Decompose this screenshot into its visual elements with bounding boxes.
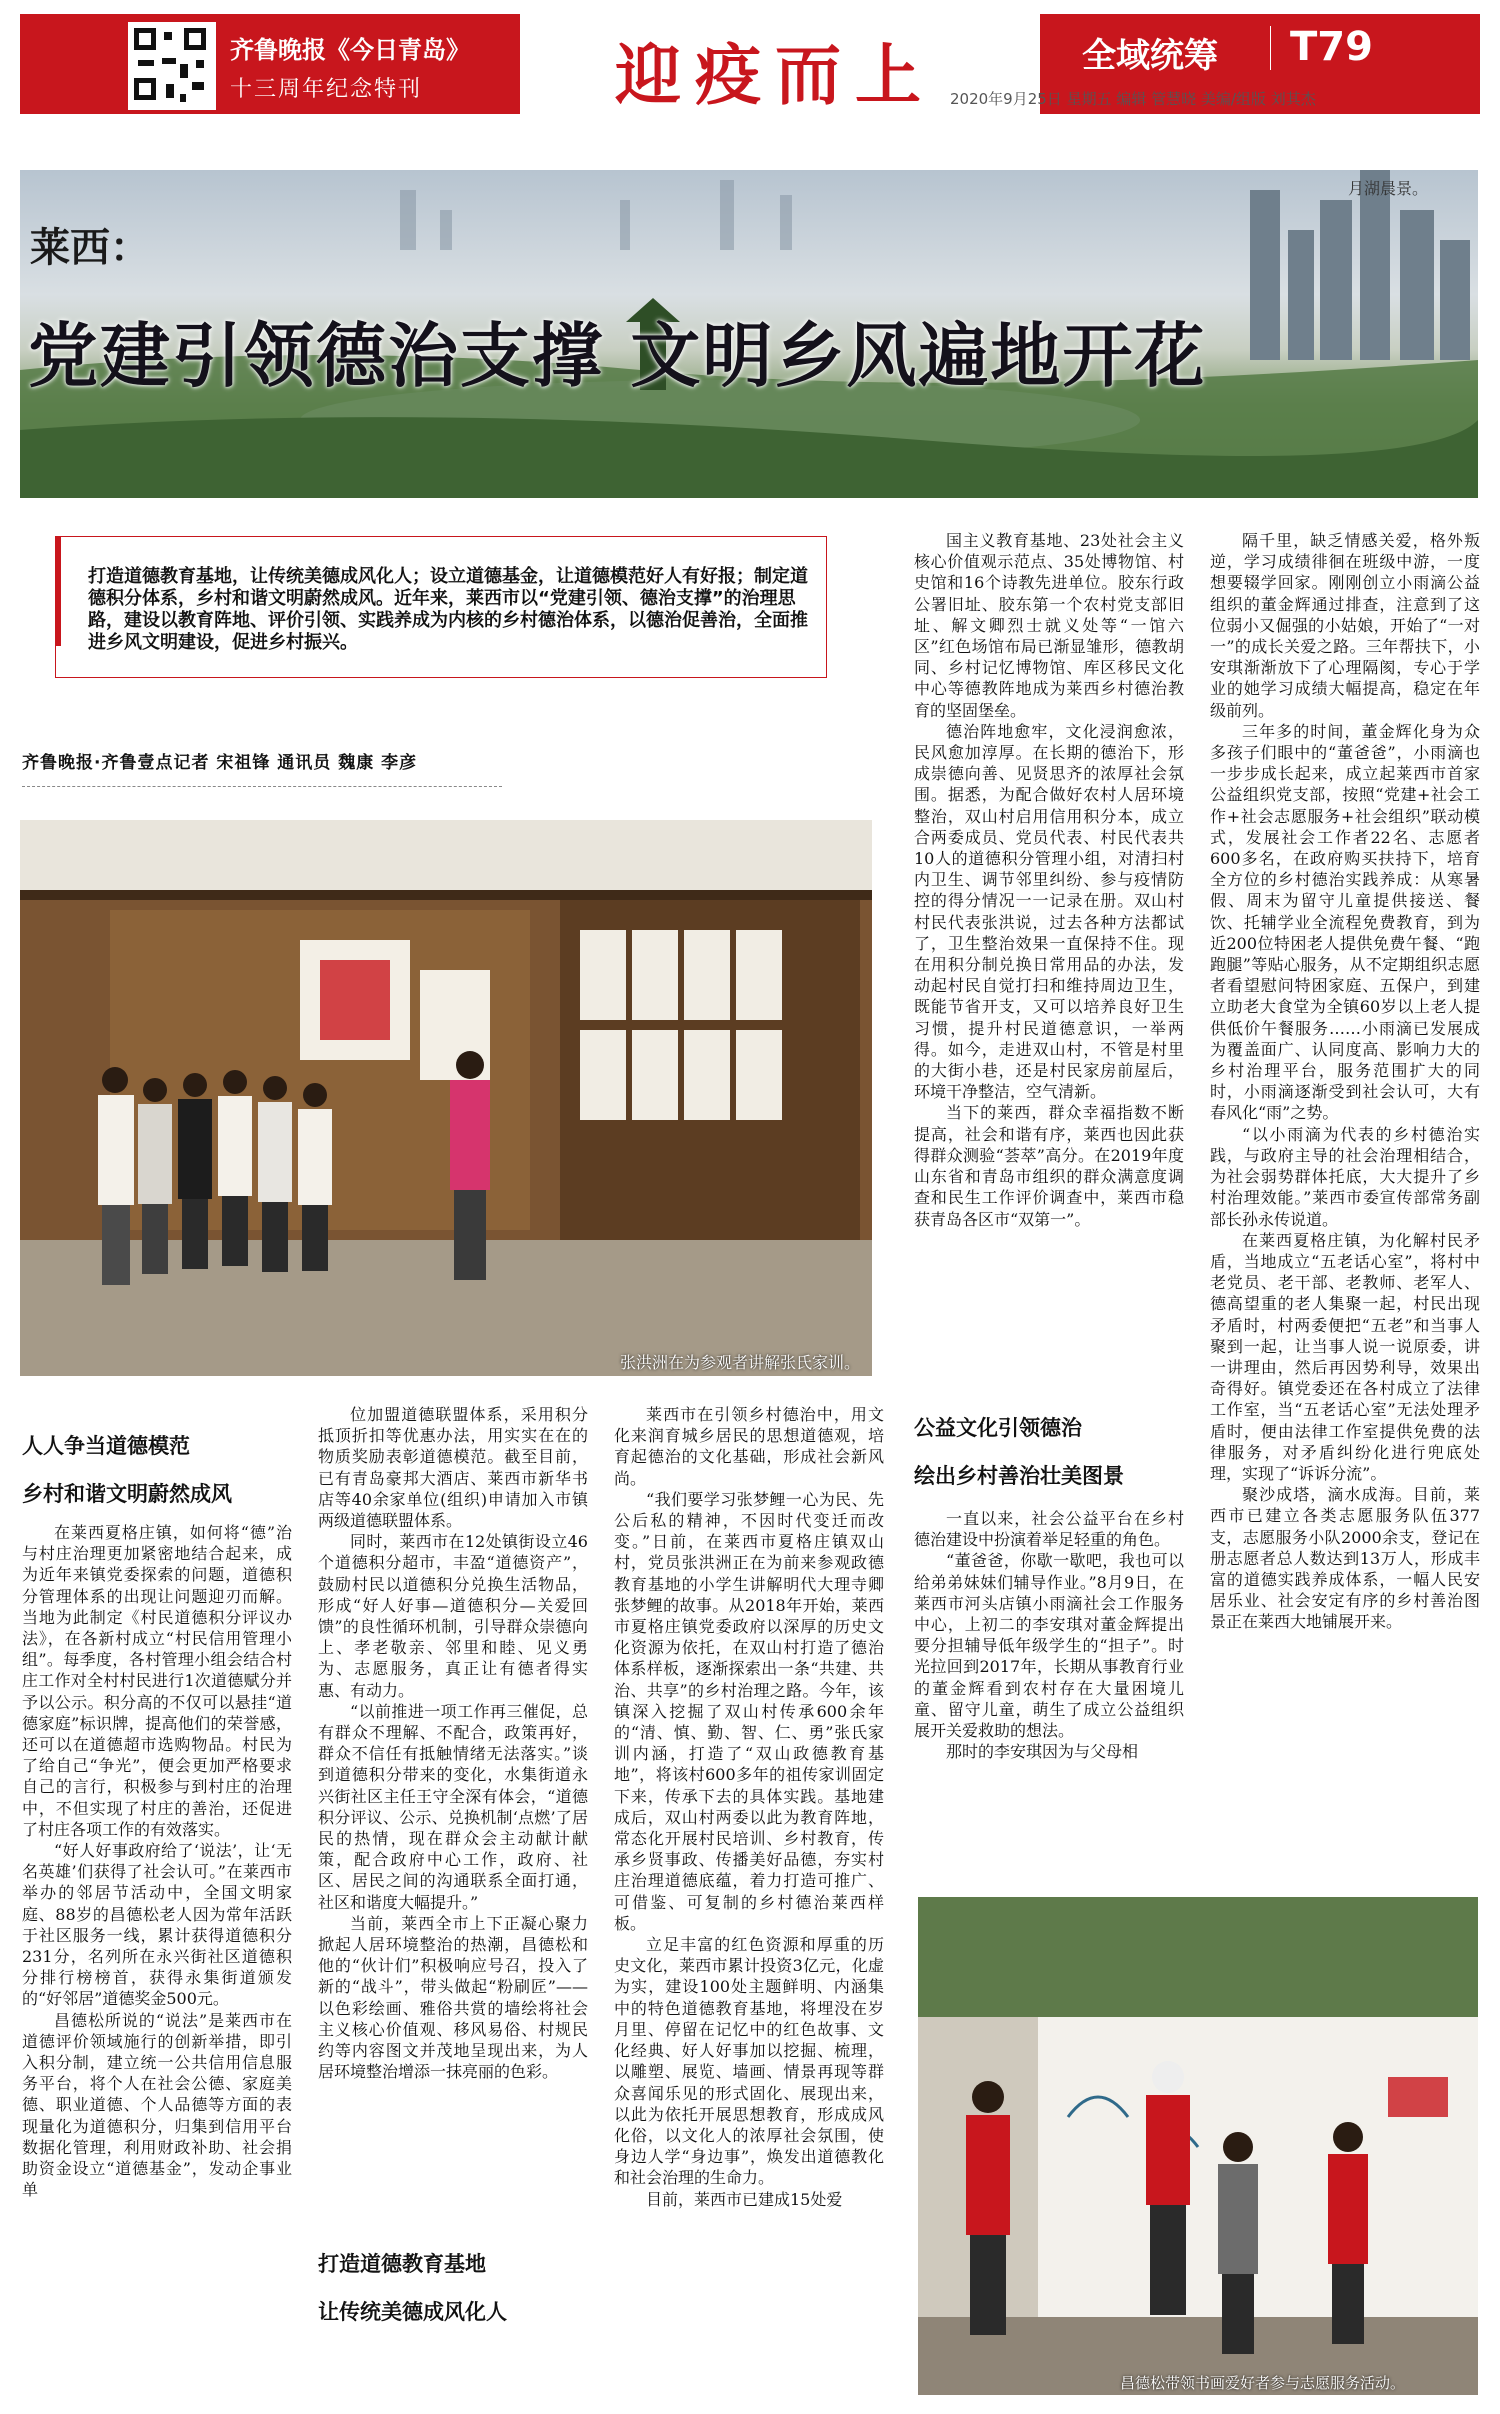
article-paragraph: “我们要学习张梦鲤一心为民、先公后私的精神，不因时代变迁而改变。”日前，在莱西市夏格庄镇双山村，党员张洪洲正在为前来参观政德教育基地的小学生讲解明代大理寺卿张梦鲤的故事。从2018年开始，莱西市夏格庄镇党委政府以深厚的历史文化资源为依托，在双山村打造了德治体系样板，逐渐探索出一条“共建、共治、共享”的乡村治理之路。今年，该镇深入挖掘了双山村传承600余年的“清、慎、勤、智、仁、勇”张氏家训内涵，打造了“双山政德教育基地”，将该村600多年的祖传家训固定下来，传承下去的具体实践。基地建成后，双山村两委以此为教育阵地，常态化开展村民培训、乡村教育，传承乡贤事政、传播美好品德，夯实村庄治理道德底蕴，着力打造可推广、可借鉴、可复制的乡村德治莱西样板。: [614, 1489, 884, 1933]
exhibition-photo: [20, 820, 872, 1376]
article-paragraph: 当下的莱西，群众幸福指数不断提高，社会和谐有序，莱西也因此获得群众测验“荟萃”高分。在2019年度山东省和青岛市组织的群众满意度调查和民生工作评价调查中，莱西市稳获青岛各区市“双第一”。: [914, 1103, 1184, 1229]
header-divider: [1270, 26, 1271, 70]
article-paragraph: 隔千里，缺乏情感关爱，格外叛逆，学习成绩徘徊在班级中游，一度想要辍学回家。刚刚创立小雨滴公益组织的董金辉通过排查，注意到了这位弱小又倔强的小姑娘，开始了“一对一”的成长关爱之路。三年帮扶下，小安琪渐渐放下了心理隔阂，专心于学业的她学习成绩大幅提高，稳定在年级前列。: [1210, 531, 1480, 720]
subhead-1a: 人人争当道德模范: [22, 1434, 190, 1458]
article-paragraph: 同时，莱西市在12处镇街设立46个道德积分超市，丰盈“道德资产”，鼓励村民以道德积分兑换生活物品，形成“好人好事—道德积分—关爱回馈”的良性循环机制，引导群众崇德向上、孝老敬亲、邻里和睦、见义勇为、志愿服务，真正让有德者得实惠、有动力。: [318, 1532, 588, 1700]
subhead-1b: 乡村和谐文明蔚然成风: [22, 1482, 232, 1506]
byline-divider: [22, 786, 502, 787]
volunteer-illustration: [918, 1897, 1478, 2395]
subhead-2a: 打造道德教育基地: [318, 2252, 486, 2276]
article-paragraph: 莱西市在引领乡村德治中，用文化来润育城乡居民的思想道德观，培育起德治的文化基础，形成社会新风尚。: [614, 1405, 884, 1488]
article-column-2: [318, 1404, 588, 2230]
volunteer-photo: [918, 1897, 1478, 2395]
page-meta: 2020年9月25日 星期五 编辑 管慧晓 美编/组版 刘其杰: [950, 90, 1316, 108]
campaign-title: 迎疫而上: [615, 36, 935, 114]
photo1-caption: 张洪洲在为参观者讲解张氏家训。: [620, 1353, 861, 1372]
lead-paragraph: 打造道德教育基地，让传统美德成风化人；设立道德基金，让道德模范好人有好报；制定道德积分体系，乡村和谐文明蔚然成风。近年来，莱西市以“党建引领、德治支撑”的治理思路，建设以教育阵地、评价引领、实践养成为内核的乡村德治体系，以德治促善治，全面推进乡风文明建设，促进乡村振兴。: [88, 566, 808, 653]
qr-code: [128, 22, 216, 110]
subhead-2b: 让传统美德成风化人: [318, 2300, 507, 2324]
headline: 党建引领德治支撑 文明乡风遍地开花: [28, 315, 1207, 397]
article-paragraph: 德治阵地愈牢，文化浸润愈浓，民风愈加淳厚。在长期的德治下，形成崇德向善、见贤思齐的浓厚社会氛围。据悉，为配合做好农村人居环境整治，双山村启用信用积分本，成立合两委成员、党员代表、村民代表共10人的道德积分管理小组，对清扫村内卫生、调节邻里纠纷、参与疫情防控的得分情况一一记录在册。双山村村民代表张洪说，过去各种方法都试了，卫生整治效果一直保持不住。现在用积分制兑换日常用品的办法，发动起村民自觉打扫和维持周边卫生，既能节省开支，又可以培养良好卫生习惯，提升村民道德意识，一举两得。如今，走进双山村，不管是村里的大街小巷，还是村民家房前屋后，环境干净整洁，空气清新。: [914, 721, 1184, 1102]
article-paragraph: “董爸爸，你歇一歇吧，我也可以给弟弟妹妹们辅导作业。”8月9日，在莱西市河头店镇小雨滴社会工作服务中心，上初二的李安琪对董金辉提出要分担辅导低年级学生的“担子”。时光拉回到2017年，长期从事教育行业的董金辉看到农村存在大量困境儿童、留守儿童，萌生了成立公益组织展开关爱救助的想法。: [914, 1551, 1184, 1741]
article-paragraph: 在莱西夏格庄镇，如何将“德”治与村庄治理更加紧密地结合起来，成为近年来镇党委探索的问题，道德积分管理体系的出现让问题迎刃而解。当地为此制定《村民道德积分评议办法》，在各新村成立“村民信用管理小组”。每季度，各村管理小组会结合村庄工作对全村村民进行1次道德赋分并予以公示。积分高的不仅可以悬挂“道德家庭”标识牌，提高他们的荣誉感，还可以在道德超市选购物品。村民为了给自己“争光”，便会更加严格要求自己的言行，积极参与到村庄的治理中，不但实现了村庄的善治，还促进了村庄各项工作的有效落实。: [22, 1523, 292, 1839]
article-paragraph: 昌德松所说的“说法”是莱西市在道德评价领域施行的创新举措，即引入积分制，建立统一公共信用信息服务平台，将个人在社会公德、家庭美德、职业道德、个人品德等方面的表现量化为道德积分，归集到信用平台数据化管理，利用财政补助、社会捐助资金设立“道德基金”，发动企事业单: [22, 2010, 292, 2200]
byline: 齐鲁晚报·齐鲁壹点记者 宋祖锋 通讯员 魏康 李彦: [22, 753, 418, 773]
masthead-subtitle: 十三周年纪念特刊: [230, 77, 423, 102]
subhead-3b: 绘出乡村善治壮美图景: [914, 1464, 1124, 1488]
exhibition-illustration: [20, 820, 872, 1376]
page-number: T79: [1290, 24, 1373, 70]
article-paragraph: 一直以来，社会公益平台在乡村德治建设中扮演着举足轻重的角色。: [914, 1509, 1184, 1550]
section-name: 全域统筹: [1082, 36, 1218, 76]
article-paragraph: 在莱西夏格庄镇，为化解村民矛盾，当地成立“五老话心室”，将村中老党员、老干部、老教师、老军人、德高望重的老人集聚一起，村民出现矛盾时，村两委便把“五老”和当事人聚到一起，让当事人说一说原委，讲一讲理由，然后再因势利导，效果出奇得好。镇党委还在各村成立了法律工作室，当“五老话心室”无法处理矛盾时，便由法律工作室提供免费的法律服务，对矛盾纠纷化进行兜底处理，实现了“诉诉分流”。: [1210, 1230, 1480, 1483]
hero-kicker: 莱西：: [30, 225, 150, 271]
photo2-caption: 昌德松带领书画爱好者参与志愿服务活动。: [1120, 2374, 1406, 2392]
hero-caption: 月湖晨景。: [1348, 179, 1429, 198]
article-paragraph: 立足丰富的红色资源和厚重的历史文化，莱西市累计投资3亿元，化虚为实，建设100处主题鲜明、内涵集中的特色道德教育基地，将埋没在岁月里、停留在记忆中的红色故事、文化经典、好人好事加以挖掘、梳理，以雕塑、展览、墙画、情景再现等群众喜闻乐见的形式固化、展现出来，以此为依托开展思想教育，形成成风化俗，以文化人的浓厚社会氛围，使身边人学“身边事”，焕发出道德教化和社会治理的生命力。: [614, 1935, 884, 2188]
article-column-5: [914, 1508, 1184, 1878]
article-column-1: [22, 1522, 292, 2402]
article-paragraph: “以小雨滴为代表的乡村德治实践，与政府主导的社会治理相结合，为社会弱势群体托底，大大提升了乡村治理效能。”莱西市委宣传部常务副部长孙永传说道。: [1210, 1124, 1480, 1229]
article-paragraph: 目前，莱西市已建成15处爱: [646, 2189, 843, 2209]
article-paragraph: 位加盟道德联盟体系，采用积分抵顶折扣等优惠办法，用实实在在的物质奖励表彰道德模范。截至目前，已有青岛豪邦大酒店、莱西市新华书店等40余家单位(组织)申请加入市镇两级道德联盟体系。: [318, 1405, 588, 1531]
article-column-4: [914, 530, 1184, 1364]
article-paragraph: 那时的李安琪因为与父母相: [946, 1742, 1139, 1762]
article-paragraph: “好人好事政府给了‘说法’，让‘无名英雄’们获得了社会认可。”在莱西市举办的邻居节活动中，全国文明家庭、88岁的昌德松老人因为常年活跃于社区服务一线，累计获得道德积分231分，名列所在永兴街社区道德积分排行榜榜首，获得永集街道颁发的“好邻居”道德奖金500元。: [22, 1841, 292, 2009]
article-column-3: [614, 1404, 884, 2406]
article-paragraph: 当前，莱西全市上下正凝心聚力掀起人居环境整治的热潮，昌德松和他的“伙计们”积极响应号召，投入了新的“战斗”，带头做起“粉刷匠”——以色彩绘画、雅俗共赏的墙绘将社会主义核心价值观、移风易俗、村规民约等内容图文并茂地呈现出来，为人居环境整治增添一抹亮丽的色彩。: [318, 1913, 588, 2082]
article-column-6: [1210, 530, 1480, 1878]
lead-accent-bar: [55, 536, 61, 646]
article-paragraph: 国主义教育基地、23处社会主义核心价值观示范点、35处博物馆、村史馆和16个诗教先进单位。胶东行政公署旧址、胶东第一个农村党支部旧址、解文卿烈士就义处等“一馆六区”红色场馆布局已渐显雏形，德教胡同、乡村记忆博物馆、库区移民文化中心等德教阵地成为莱西乡村德治教育的坚固堡垒。: [914, 531, 1184, 720]
masthead-brand: 齐鲁晚报《今日青岛》: [230, 36, 470, 64]
subhead-3a: 公益文化引领德治: [914, 1416, 1082, 1440]
article-paragraph: 三年多的时间，董金辉化身为众多孩子们眼中的“董爸爸”，小雨滴也一步步成长起来，成立起莱西市首家公益组织党支部，按照“党建+社会工作+社会志愿服务+社会组织”联动模式，发展社会工作者22名、志愿者600多名，在政府购买扶持下，培育全方位的乡村德治实践养成：从寒暑假、周末为留守儿童提供接送、餐饮、托辅学业全流程免费教育，到为近200位特困老人提供免费午餐、“跑跑腿”等贴心服务，从不定期组织志愿者看望慰问特困家庭、五保户，到建立助老大食堂为全镇60岁以上老人提供低价午餐服务……小雨滴已发展成为覆盖面广、认同度高、影响力大的乡村治理平台，服务范围扩大的同时，小雨滴逐渐受到社会认可，大有春风化“雨”之势。: [1210, 721, 1480, 1123]
article-paragraph: 聚沙成塔，滴水成海。目前，莱西市已建立各类志愿服务队伍377支，志愿服务小队2000余支，登记在册志愿者总人数达到13万人，形成丰富的道德实践养成体系，一幅人民安居乐业、社会安定有序的乡村善治图景正在莱西大地铺展开来。: [1210, 1485, 1480, 1632]
article-paragraph: “以前推进一项工作再三催促，总有群众不理解、不配合，政策再好，群众不信任有抵触情绪无法落实。”谈到道德积分带来的变化，水集街道永兴街社区主任王守全深有体会，“道德积分评议、公示、兑换机制‘点燃’了居民的热情，现在群众会主动献计献策，配合政府中心工作，政府、社区、居民之间的沟通联系全面打通，社区和谐度大幅提升。”: [318, 1701, 588, 1912]
